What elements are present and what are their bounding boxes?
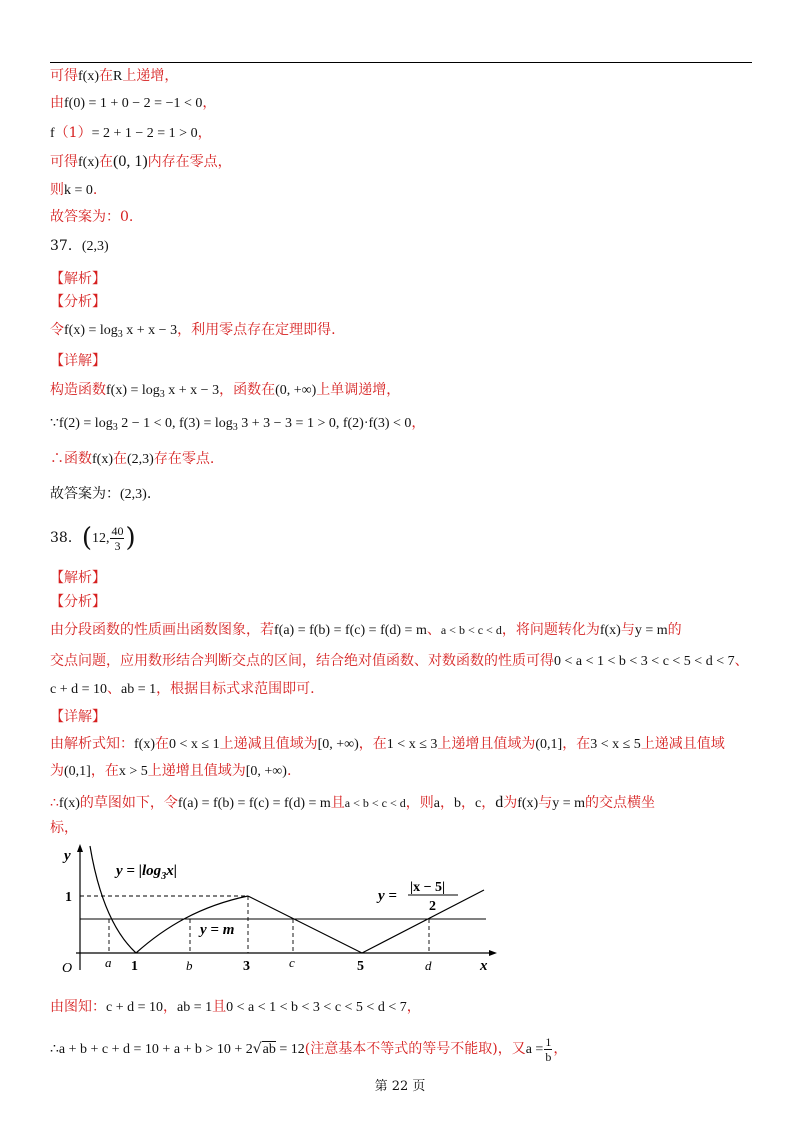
- question-38: [50, 522, 136, 555]
- text: 由解析式知：: [50, 736, 134, 752]
- text: 交点问题，应用数形结合判断交点的区间，结合绝对值函数、对数函数的性质可得: [50, 653, 554, 669]
- math: f(x): [58, 796, 80, 811]
- math: 0 < x ≤ 1: [169, 737, 220, 752]
- section-tag: 【分析】: [50, 594, 106, 610]
- y-label: y: [64, 848, 71, 864]
- question-37: [50, 236, 109, 257]
- math: y = m: [552, 796, 585, 811]
- math: R: [113, 69, 123, 84]
- origin-label: O: [62, 961, 73, 976]
- denominator: 3: [114, 538, 121, 553]
- text: .: [146, 486, 152, 502]
- denominator: b: [545, 1049, 552, 1064]
- math: 0 < a < 1 < b < 3 < c < 5 < d < 7: [226, 1000, 407, 1015]
- text: 与: [620, 622, 635, 638]
- text: ，: [439, 795, 454, 811]
- text: 、: [107, 681, 122, 697]
- line-26: [50, 818, 78, 838]
- text: ∴函数: [50, 451, 92, 467]
- text: 则: [50, 182, 64, 198]
- math: f(x): [517, 796, 539, 811]
- text: 内存在零点，: [147, 154, 232, 170]
- math: f(x): [92, 452, 113, 467]
- math: f(2) = log: [58, 416, 113, 431]
- text: ，在: [358, 736, 387, 752]
- label-y-equals-m: y = m: [200, 922, 235, 938]
- math: f(x) = log: [106, 383, 160, 398]
- math: f(0) = 1 + 0 − 2 = −1 < 0: [64, 96, 203, 111]
- page-footer: 第 22 页: [374, 1079, 426, 1094]
- math: a < b < c < d: [440, 623, 502, 637]
- math: f(x): [78, 155, 99, 170]
- text: ，利用零点存在定理即得.: [177, 322, 336, 338]
- math: ab = 1: [121, 682, 157, 697]
- fraction: [110, 524, 124, 553]
- y-tick-1: 1: [65, 890, 72, 905]
- math: a < b < c < d: [344, 796, 406, 810]
- math: (0, 1): [113, 153, 148, 170]
- text: (注意基本不等式的等号不能取)，又: [304, 1041, 526, 1057]
- label-log-func: [114, 863, 177, 882]
- math: x + x − 3: [164, 383, 220, 398]
- math: 2 − 1 < 0, f(3) = log: [117, 416, 233, 431]
- math: a + b + c + d = 10 + a + b > 10 + 2: [58, 1042, 253, 1057]
- left-paren: (: [81, 523, 92, 553]
- x-tick-1: 1: [131, 959, 138, 974]
- text: 上递减且值域为: [219, 736, 318, 752]
- text: ，: [553, 1041, 568, 1057]
- line-detail-tag-2: [50, 707, 106, 727]
- x-tick-3: 3: [243, 959, 250, 974]
- math: f(x) = log: [64, 323, 118, 338]
- math: = 2 + 1 − 2 = 1 > 0: [91, 126, 198, 141]
- math: (2,3): [120, 487, 147, 502]
- line-24: [50, 761, 291, 782]
- math: 3: [159, 389, 165, 400]
- right-paren: ): [125, 523, 136, 553]
- math: 1 < x ≤ 3: [386, 737, 438, 752]
- math: 3: [232, 422, 238, 433]
- text: ，则: [405, 795, 434, 811]
- text: 上递增，: [122, 68, 179, 84]
- y-axis-arrow: [77, 844, 83, 852]
- text: 可得: [50, 154, 78, 170]
- math: 0 < a < 1 < b < 3 < c < 5 < d < 7: [554, 654, 735, 669]
- text: .: [92, 182, 98, 198]
- line-detail-tag: [50, 351, 106, 371]
- text: ，: [197, 125, 212, 141]
- math: (0, +∞): [275, 383, 317, 398]
- line-fenxi-tag: [50, 292, 106, 312]
- curve-abs-linear: [248, 890, 484, 953]
- line-27: [50, 997, 421, 1018]
- therefore-sign: ∴: [50, 795, 59, 811]
- text: ，将问题转化为: [501, 622, 600, 638]
- text: 且: [212, 999, 227, 1015]
- text: ，在: [90, 763, 119, 779]
- line-20: [50, 651, 749, 672]
- line-fenxi-tag-2: [50, 592, 106, 612]
- sqrt-sign: √: [252, 1041, 262, 1057]
- label-right-den: 2: [429, 899, 436, 914]
- line-3: [50, 123, 212, 144]
- math: f(x): [78, 69, 99, 84]
- line-25: [50, 793, 655, 814]
- text: 故答案为：0.: [50, 209, 134, 225]
- text: ，: [163, 999, 178, 1015]
- section-tag: 【解析】: [50, 271, 106, 287]
- text: 与: [538, 795, 553, 811]
- math: f: [50, 126, 55, 141]
- math: (0,1]: [535, 737, 563, 752]
- text: 由分段函数的性质画出函数图象，若: [50, 622, 274, 638]
- label-log-tail: x|: [166, 863, 177, 879]
- line-12: [50, 380, 400, 405]
- line-21: [50, 679, 315, 700]
- text: 上递增且值域为: [147, 763, 246, 779]
- math: a: [433, 796, 440, 811]
- text: 、: [426, 622, 441, 638]
- math: 3: [117, 329, 123, 340]
- question-number: 38．: [50, 530, 82, 546]
- text: 在: [99, 68, 113, 84]
- line-10: [50, 320, 336, 345]
- text: 的交点横坐: [584, 795, 655, 811]
- math: d: [495, 794, 504, 811]
- math: c + d = 10: [106, 1000, 164, 1015]
- x-tick-d: d: [425, 958, 432, 973]
- text: 在: [113, 451, 127, 467]
- sqrt-content: ab: [262, 1042, 276, 1057]
- text: ，: [481, 795, 496, 811]
- function-sketch-graph: [50, 842, 500, 977]
- label-log-sub: 3: [161, 871, 167, 882]
- text: 由: [50, 95, 64, 111]
- text: 在: [155, 736, 169, 752]
- math: a =: [525, 1042, 544, 1057]
- text: .: [286, 763, 292, 779]
- numerator: 1: [545, 1034, 552, 1049]
- text: 且: [330, 795, 345, 811]
- text: 、: [734, 653, 749, 669]
- section-tag: 【解析】: [50, 570, 106, 586]
- text: 令: [50, 322, 64, 338]
- math: f(x): [134, 737, 155, 752]
- text: ，根据目标式求范围即可.: [156, 681, 315, 697]
- text: ，: [202, 95, 217, 111]
- text: 的草图如下，令: [79, 795, 178, 811]
- math: 3 < x ≤ 5: [590, 737, 641, 752]
- numerator: 40: [111, 523, 124, 538]
- math: f(x): [599, 623, 621, 638]
- math: = 12: [275, 1042, 305, 1057]
- math: (2,3): [127, 452, 154, 467]
- line-23: [50, 734, 725, 755]
- text: ，: [411, 415, 426, 431]
- text: 上单调递增，: [316, 382, 401, 398]
- section-tag: 【详解】: [50, 709, 106, 725]
- line-5: [50, 180, 97, 201]
- text: ，在: [562, 736, 591, 752]
- line-analysis-tag: [50, 269, 106, 289]
- x-axis-arrow: [489, 950, 497, 956]
- x-tick-b: b: [186, 958, 193, 973]
- math: x > 5: [118, 764, 148, 779]
- question-number: 37．: [50, 238, 82, 254]
- text: （1）: [54, 125, 92, 141]
- math: c + d = 10: [50, 682, 108, 697]
- fraction: [544, 1035, 552, 1064]
- text: 上递减且值域: [640, 736, 725, 752]
- line-13: [50, 413, 425, 438]
- label-log-head: y = |log: [116, 863, 162, 879]
- text: ，: [460, 795, 475, 811]
- text: 由图知：: [50, 999, 106, 1015]
- line-analysis-tag-2: [50, 568, 106, 588]
- line-1: [50, 66, 178, 87]
- x-tick-c: c: [289, 955, 295, 970]
- math: 3: [112, 422, 118, 433]
- line-15: [50, 484, 151, 505]
- text: 在: [99, 154, 113, 170]
- header-rule: [50, 62, 752, 63]
- math: [0, +∞): [245, 764, 287, 779]
- label-right-lhs: y =: [378, 888, 397, 904]
- math: (0,1]: [64, 764, 91, 779]
- math: y = m: [634, 623, 668, 638]
- math: f(a) = f(b) = f(c) = f(d) = m: [274, 623, 427, 638]
- line-4: [50, 152, 232, 173]
- answer: (2,3): [81, 239, 109, 254]
- math: c: [474, 796, 482, 811]
- section-tag: 【分析】: [50, 294, 106, 310]
- text: 标，: [50, 820, 78, 836]
- text: 为: [50, 763, 64, 779]
- section-tag: 【详解】: [50, 353, 106, 369]
- math: [0, +∞): [317, 737, 359, 752]
- line-28: [50, 1034, 567, 1065]
- line-2: [50, 93, 216, 114]
- math: b: [453, 796, 461, 811]
- math: 3 + 3 − 3 = 1 > 0, f(2)·f(3) < 0: [237, 416, 412, 431]
- text: 故答案为：: [50, 486, 120, 502]
- text: 的: [667, 622, 682, 638]
- math: f(a) = f(b) = f(c) = f(d) = m: [177, 796, 331, 811]
- text: 可得: [50, 68, 78, 84]
- line-6: [50, 207, 133, 227]
- line-19: [50, 620, 682, 641]
- answer: 12,: [91, 531, 110, 546]
- text: 上递增且值域为: [437, 736, 536, 752]
- math: x + x − 3: [122, 323, 178, 338]
- text: 构造函数: [50, 382, 106, 398]
- text: ，: [406, 999, 421, 1015]
- math: k = 0: [64, 183, 93, 198]
- line-14: [50, 449, 214, 470]
- math: ab = 1: [177, 1000, 213, 1015]
- x-tick-a: a: [105, 955, 112, 970]
- x-tick-5: 5: [357, 959, 364, 974]
- x-label: x: [480, 958, 488, 974]
- text: 存在零点.: [153, 451, 215, 467]
- therefore-sign: ∴: [50, 1041, 59, 1057]
- text: ，函数在: [219, 382, 276, 398]
- label-right-num: |x − 5|: [410, 880, 446, 895]
- text: 为: [503, 795, 518, 811]
- because-sign: ∵: [50, 415, 59, 431]
